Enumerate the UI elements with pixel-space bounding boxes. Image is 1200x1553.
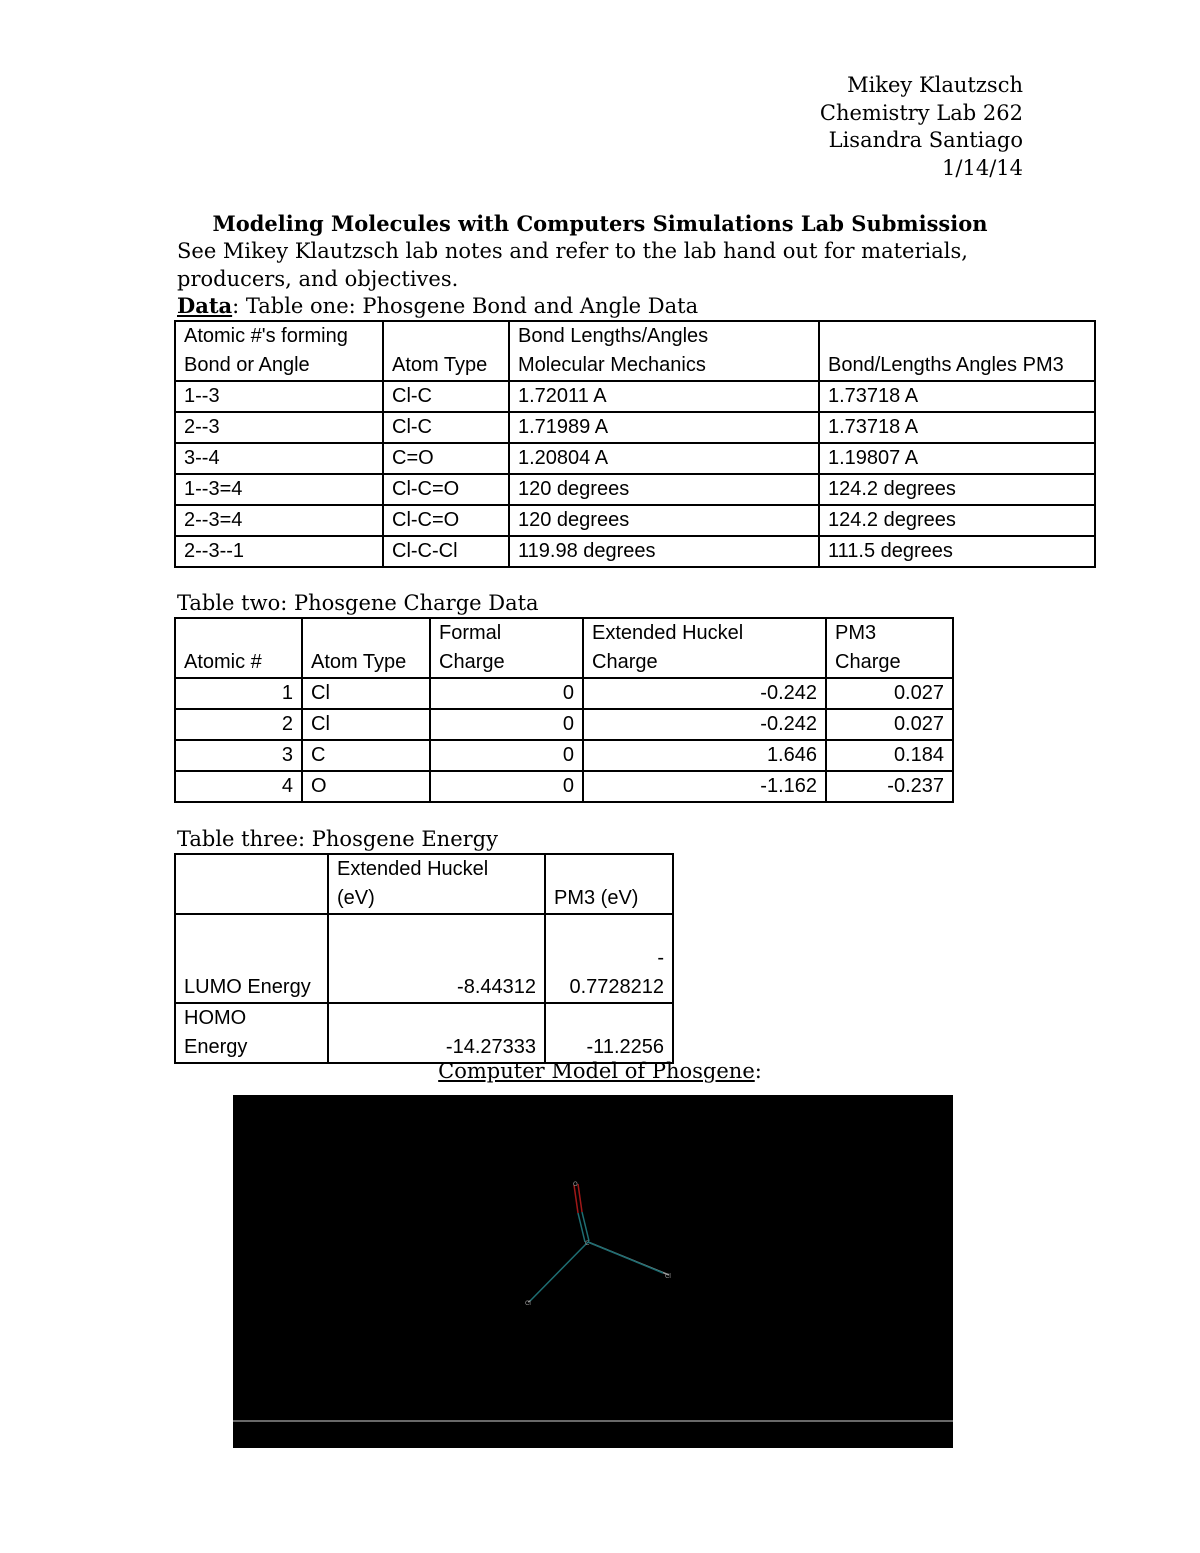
table2-caption: Table two: Phosgene Charge Data — [177, 591, 539, 615]
molecule-model-viewport — [233, 1095, 953, 1448]
atom-label-carbon: C — [585, 1240, 590, 1247]
table-cell: 0.027 — [826, 709, 953, 740]
atom-label-chlorine-right: Cl — [665, 1273, 671, 1280]
table-cell: C=O — [383, 443, 509, 474]
table-cell: 1.72011 A — [509, 381, 819, 412]
table-row — [175, 1003, 673, 1063]
phosgene-model-svg — [233, 1095, 953, 1448]
table-cell: 1.71989 A — [509, 412, 819, 443]
header-cell: Atomic #'s forming Bond or Angle — [175, 321, 383, 381]
author-name: Mikey Klautzsch — [847, 73, 1023, 97]
model-background — [233, 1095, 953, 1448]
table-cell: -0.242 — [583, 709, 826, 740]
energy-table — [174, 853, 674, 1064]
table-cell: 1 — [175, 678, 302, 709]
header-cell: PM3 (eV) — [545, 854, 673, 914]
table-cell: 0 — [430, 709, 583, 740]
document-header — [820, 72, 1023, 182]
table-cell: - 0.7728212 — [545, 914, 673, 1003]
table-cell: 124.2 degrees — [819, 474, 1095, 505]
table-cell: 0.184 — [826, 740, 953, 771]
table-cell: O — [302, 771, 430, 802]
table-cell: 120 degrees — [509, 474, 819, 505]
table-row — [175, 740, 953, 771]
table-cell: HOMO Energy — [175, 1003, 328, 1063]
table-cell: 2--3--1 — [175, 536, 383, 567]
table-cell: Cl-C=O — [383, 505, 509, 536]
table1-caption-text: : Table one: Phosgene Bond and Angle Data — [232, 294, 699, 318]
header-cell: Extended Huckel Charge — [583, 618, 826, 678]
table-cell: 1--3=4 — [175, 474, 383, 505]
atom-label-oxygen: O — [573, 1181, 578, 1188]
table-cell: Cl-C — [383, 381, 509, 412]
bond-angle-table — [174, 320, 1096, 568]
table-row — [175, 771, 953, 802]
table-row — [175, 381, 1095, 412]
table-row — [175, 474, 1095, 505]
table-row — [175, 412, 1095, 443]
table-cell: 0 — [430, 771, 583, 802]
table-cell: Cl — [302, 678, 430, 709]
table-header-row — [175, 854, 673, 914]
table-row — [175, 678, 953, 709]
table-cell: C — [302, 740, 430, 771]
table-cell: LUMO Energy — [175, 914, 328, 1003]
submission-date: 1/14/14 — [942, 155, 1023, 180]
header-cell: Bond Lengths/Angles Molecular Mechanics — [509, 321, 819, 381]
table-cell: -8.44312 — [328, 914, 545, 1003]
table-cell: 1.646 — [583, 740, 826, 771]
atom-label-chlorine-left: Cl — [525, 1300, 531, 1307]
header-cell: Atomic # — [175, 618, 302, 678]
instructor-name: Lisandra Santiago — [828, 128, 1023, 152]
table-cell: -0.242 — [583, 678, 826, 709]
table-cell: Cl-C — [383, 412, 509, 443]
header-cell: Bond/Lengths Angles PM3 — [819, 321, 1095, 381]
header-cell: Atom Type — [383, 321, 509, 381]
table-cell: Cl-C-Cl — [383, 536, 509, 567]
table-cell: -14.27333 — [328, 1003, 545, 1063]
model-title-text: Computer Model of Phosgene — [438, 1059, 755, 1083]
table-cell: 0 — [430, 678, 583, 709]
table-cell: 111.5 degrees — [819, 536, 1095, 567]
table3-caption: Table three: Phosgene Energy — [177, 827, 498, 851]
table-cell: 0.027 — [826, 678, 953, 709]
table-cell: 1.19807 A — [819, 443, 1095, 474]
charge-table — [174, 617, 954, 803]
table-cell: 2 — [175, 709, 302, 740]
course-name: Chemistry Lab 262 — [819, 100, 1023, 125]
document-title: Modeling Molecules with Computers Simulations Lab Submission — [212, 211, 988, 236]
table-cell: 3 — [175, 740, 302, 771]
table-row — [175, 505, 1095, 536]
data-label: Data — [177, 293, 233, 318]
table-row — [175, 443, 1095, 474]
table-cell: 120 degrees — [509, 505, 819, 536]
header-cell: Formal Charge — [430, 618, 583, 678]
table-cell: 3--4 — [175, 443, 383, 474]
table-cell: Cl — [302, 709, 430, 740]
table-cell: -1.162 — [583, 771, 826, 802]
table-cell: 124.2 degrees — [819, 505, 1095, 536]
intro-paragraph: See Mikey Klautzsch lab notes and refer to the lab hand out for materials, producers, and objectives. — [177, 239, 968, 291]
table-header-row — [175, 321, 1095, 381]
table-row — [175, 536, 1095, 567]
header-cell: Extended Huckel (eV) — [328, 854, 545, 914]
model-title-suffix: : — [754, 1059, 762, 1083]
header-cell — [175, 854, 328, 914]
table-cell: 1.73718 A — [819, 381, 1095, 412]
table-cell: 119.98 degrees — [509, 536, 819, 567]
model-title — [0, 1059, 1200, 1083]
table-cell: 2--3 — [175, 412, 383, 443]
table-cell: 1.20804 A — [509, 443, 819, 474]
table-header-row — [175, 618, 953, 678]
table-cell: -11.2256 — [545, 1003, 673, 1063]
table-cell: 4 — [175, 771, 302, 802]
header-cell: PM3 Charge — [826, 618, 953, 678]
table-cell: 1--3 — [175, 381, 383, 412]
table-cell: -0.237 — [826, 771, 953, 802]
table-cell: 2--3=4 — [175, 505, 383, 536]
table-row — [175, 709, 953, 740]
table-cell: Cl-C=O — [383, 474, 509, 505]
header-cell: Atom Type — [302, 618, 430, 678]
table-cell: 0 — [430, 740, 583, 771]
table1-caption — [177, 293, 698, 318]
table-cell: 1.73718 A — [819, 412, 1095, 443]
table-row — [175, 914, 673, 1003]
